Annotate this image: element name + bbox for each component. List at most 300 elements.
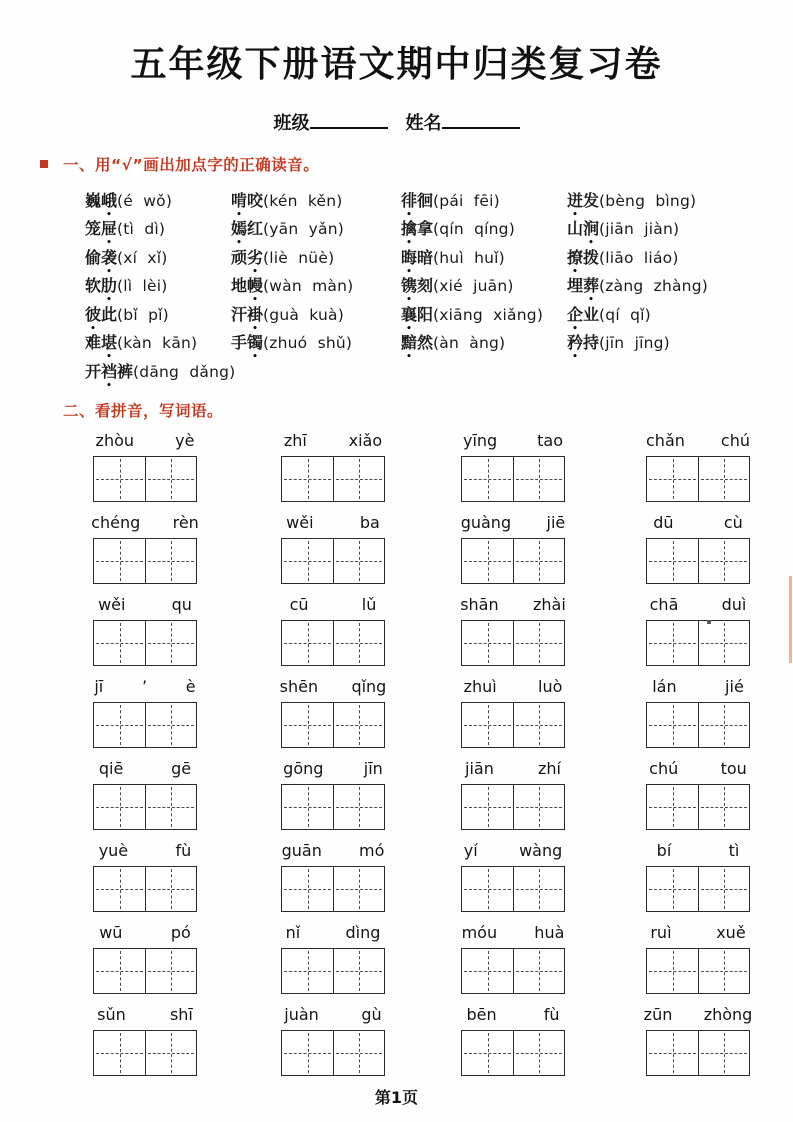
pinyin-syllable: juàn bbox=[284, 1004, 319, 1024]
writing-grid-cell bbox=[462, 703, 513, 747]
writing-grid-cell bbox=[647, 785, 698, 829]
writing-grid bbox=[93, 866, 197, 912]
word-with-pinyin-options bbox=[401, 273, 567, 306]
emphasis-dot-icon: • bbox=[572, 209, 578, 220]
writing-grid-cell bbox=[698, 867, 749, 911]
writing-grid-cell bbox=[647, 867, 698, 911]
student-info-line bbox=[0, 109, 793, 135]
pinyin-row bbox=[93, 921, 793, 994]
pinyin-write-cell bbox=[93, 675, 281, 748]
writing-grid-cell bbox=[647, 949, 698, 993]
writing-grid-cell bbox=[647, 621, 698, 665]
pinyin-syllable: zūn bbox=[643, 1004, 673, 1024]
hanzi-char: 业 bbox=[583, 304, 600, 324]
pinyin-write-cell bbox=[93, 429, 281, 502]
pinyin-label bbox=[443, 759, 583, 778]
word-with-pinyin-options bbox=[85, 245, 231, 277]
pinyin-write-cell bbox=[461, 839, 646, 912]
pinyin-syllable: wěi bbox=[98, 594, 126, 614]
pinyin-syllable: guàng bbox=[460, 512, 512, 532]
word-row bbox=[85, 328, 793, 363]
emphasis-dot-icon: • bbox=[106, 238, 112, 249]
writing-grid-cell bbox=[698, 539, 749, 583]
writing-grid-cell bbox=[647, 457, 698, 501]
pinyin-write-cell bbox=[646, 675, 756, 748]
writing-grid bbox=[461, 1030, 565, 1076]
writing-grid-cell bbox=[513, 703, 564, 747]
word-with-pinyin-options bbox=[401, 216, 567, 249]
word-row bbox=[85, 242, 793, 277]
scan-speck bbox=[707, 620, 711, 624]
word-with-pinyin-options bbox=[85, 188, 231, 220]
pinyin-syllable: chǎn bbox=[646, 430, 685, 450]
writing-grid bbox=[646, 948, 750, 994]
pinyin-options: (bǐ pǐ) bbox=[117, 305, 169, 324]
writing-grid-cell bbox=[94, 785, 145, 829]
hanzi-char: 裤 bbox=[117, 361, 134, 381]
emphasis-dot-icon: • bbox=[252, 352, 258, 363]
pinyin-row bbox=[93, 675, 793, 748]
writing-grid-cell bbox=[513, 867, 564, 911]
writing-grid bbox=[281, 784, 385, 830]
pinyin-write-cell bbox=[281, 757, 461, 830]
hanzi-char: 手 bbox=[231, 333, 248, 353]
hanzi-char: 屉 • bbox=[101, 219, 118, 249]
writing-grid-cell bbox=[647, 1031, 698, 1075]
writing-grid-cell bbox=[698, 457, 749, 501]
pinyin-write-cell bbox=[646, 593, 756, 666]
pinyin-syllable: wàng bbox=[519, 840, 563, 860]
hanzi-char: 堪 • bbox=[101, 333, 118, 363]
pinyin-syllable: luò bbox=[538, 676, 563, 696]
emphasis-dot-icon: • bbox=[106, 266, 112, 277]
pinyin-row bbox=[93, 1003, 793, 1076]
hanzi-char: 巍 bbox=[85, 190, 102, 210]
pinyin-syllable: yí bbox=[463, 840, 478, 860]
word-with-pinyin-options bbox=[401, 245, 567, 277]
writing-grid-cell bbox=[698, 949, 749, 993]
writing-grid bbox=[93, 456, 197, 502]
hanzi-char: 偷 bbox=[85, 247, 102, 267]
hanzi-char: 劣 • bbox=[247, 247, 264, 277]
writing-grid-cell bbox=[333, 867, 384, 911]
writing-grid-cell bbox=[462, 539, 513, 583]
pinyin-syllable: qǐng bbox=[351, 676, 387, 696]
hanzi-char: 红 bbox=[247, 219, 264, 239]
hanzi-char: 啃 • bbox=[231, 190, 248, 220]
pinyin-options: (liè nüè) bbox=[263, 248, 335, 267]
pinyin-options: (qí qǐ) bbox=[599, 305, 651, 324]
writing-grid-cell bbox=[333, 1031, 384, 1075]
pinyin-label bbox=[75, 431, 215, 450]
pinyin-write-cell bbox=[646, 429, 756, 502]
scan-artifact-line bbox=[789, 576, 792, 663]
pinyin-label bbox=[263, 513, 403, 532]
pinyin-options: (é wǒ) bbox=[117, 191, 173, 210]
pinyin-syllable: è bbox=[185, 676, 196, 696]
pinyin-syllable: shī bbox=[169, 1004, 193, 1024]
pinyin-label bbox=[443, 923, 583, 942]
emphasis-dot-icon: • bbox=[252, 295, 258, 306]
pinyin-write-cell bbox=[461, 593, 646, 666]
writing-grid-cell bbox=[462, 867, 513, 911]
pinyin-syllable: zhòu bbox=[95, 430, 135, 450]
pinyin-label bbox=[75, 677, 215, 696]
pinyin-syllable: duì bbox=[721, 594, 747, 614]
pinyin-write-cell bbox=[646, 839, 756, 912]
pinyin-write-cell bbox=[93, 1003, 281, 1076]
pinyin-label bbox=[75, 513, 215, 532]
pinyin-syllable: zhài bbox=[533, 594, 566, 614]
pinyin-write-cell bbox=[281, 921, 461, 994]
writing-grid bbox=[93, 620, 197, 666]
pinyin-label bbox=[263, 1005, 403, 1024]
pinyin-options: (yān yǎn) bbox=[263, 220, 344, 239]
name-label: 姓名 bbox=[405, 113, 442, 134]
pinyin-syllable: fù bbox=[175, 840, 192, 860]
hanzi-char: 襄 • bbox=[401, 304, 418, 334]
emphasis-dot-icon: • bbox=[572, 352, 578, 363]
writing-grid-cell bbox=[145, 867, 196, 911]
pinyin-syllable: chā bbox=[649, 594, 679, 614]
pinyin-options: (lì lèi) bbox=[117, 277, 168, 296]
writing-grid-cell bbox=[145, 949, 196, 993]
hanzi-char: 矜 • bbox=[567, 333, 584, 363]
word-with-pinyin-options bbox=[231, 188, 401, 220]
pinyin-syllable: ba bbox=[359, 512, 380, 532]
writing-grid bbox=[461, 538, 565, 584]
emphasis-dot-icon: • bbox=[572, 266, 578, 277]
emphasis-dot-icon: • bbox=[252, 266, 258, 277]
hanzi-char: 迸 • bbox=[567, 190, 584, 220]
hanzi-char: 难 bbox=[85, 333, 102, 353]
pinyin-label bbox=[628, 677, 768, 696]
pinyin-syllable: yīng bbox=[462, 430, 498, 450]
hanzi-char: 软 bbox=[85, 276, 102, 296]
pinyin-options: (dāng dǎng) bbox=[133, 362, 236, 381]
red-square-bullet-icon bbox=[40, 160, 48, 168]
hanzi-char: 发 bbox=[583, 190, 600, 210]
hanzi-char: 幔 • bbox=[247, 276, 264, 306]
hanzi-char: 然 bbox=[417, 333, 434, 353]
pinyin-label bbox=[75, 923, 215, 942]
pinyin-label bbox=[443, 677, 583, 696]
pinyin-syllable: qu bbox=[171, 594, 192, 614]
pinyin-syllable: fù bbox=[543, 1004, 560, 1024]
pinyin-label bbox=[75, 841, 215, 860]
writing-grid-cell bbox=[145, 703, 196, 747]
writing-grid bbox=[461, 702, 565, 748]
writing-grid bbox=[646, 784, 750, 830]
writing-grid-cell bbox=[282, 539, 333, 583]
pinyin-syllable: bēn bbox=[466, 1004, 497, 1024]
pinyin-syllable: qiē bbox=[98, 758, 124, 778]
writing-grid-cell bbox=[333, 539, 384, 583]
word-with-pinyin-options bbox=[231, 330, 401, 363]
pronunciation-exercise bbox=[85, 185, 793, 391]
writing-grid bbox=[461, 784, 565, 830]
writing-grid-cell bbox=[333, 621, 384, 665]
pinyin-label bbox=[263, 431, 403, 450]
pinyin-syllable: zhuì bbox=[463, 676, 497, 696]
class-label: 班级 bbox=[273, 113, 310, 134]
writing-grid-cell bbox=[282, 785, 333, 829]
writing-grid bbox=[461, 948, 565, 994]
word-row bbox=[85, 185, 793, 220]
section2-heading bbox=[63, 399, 793, 421]
pinyin-label bbox=[75, 1005, 215, 1024]
pinyin-write-cell bbox=[93, 839, 281, 912]
hanzi-char: 晦 • bbox=[401, 247, 418, 277]
hanzi-char: 顽 bbox=[231, 247, 248, 267]
emphasis-dot-icon: • bbox=[406, 352, 412, 363]
page-title: 五年级下册语文期中归类复习卷 bbox=[130, 44, 663, 85]
writing-grid-cell bbox=[647, 703, 698, 747]
pinyin-label bbox=[443, 1005, 583, 1024]
pinyin-write-cell bbox=[461, 1003, 646, 1076]
hanzi-char: 嫣 • bbox=[231, 219, 248, 249]
emphasis-dot-icon: • bbox=[236, 238, 242, 249]
writing-grid-cell bbox=[94, 1031, 145, 1075]
pinyin-label bbox=[628, 1005, 768, 1024]
pinyin-label bbox=[263, 677, 403, 696]
pinyin-write-cell bbox=[281, 675, 461, 748]
pinyin-options: (zàng zhàng) bbox=[599, 277, 708, 296]
pinyin-syllable: zhī bbox=[283, 430, 307, 450]
word-with-pinyin-options bbox=[85, 330, 231, 363]
emphasis-dot-icon: • bbox=[588, 295, 594, 306]
pinyin-label bbox=[263, 759, 403, 778]
pinyin-write-cell bbox=[646, 511, 756, 584]
writing-grid-cell bbox=[333, 949, 384, 993]
pinyin-syllable: bí bbox=[656, 840, 672, 860]
hanzi-char: 企 • bbox=[567, 304, 584, 334]
pinyin-write-cell bbox=[281, 429, 461, 502]
emphasis-dot-icon: • bbox=[406, 295, 412, 306]
pinyin-syllable: nǐ bbox=[285, 922, 301, 942]
hanzi-char: 咬 bbox=[247, 190, 264, 210]
emphasis-dot-icon: • bbox=[106, 295, 112, 306]
pinyin-syllable: pó bbox=[170, 922, 191, 942]
word-with-pinyin-options bbox=[231, 273, 401, 306]
writing-grid-cell bbox=[145, 621, 196, 665]
writing-grid-cell bbox=[647, 539, 698, 583]
writing-grid-cell bbox=[94, 703, 145, 747]
pinyin-options: (àn àng) bbox=[433, 334, 506, 353]
pinyin-options: (qín qíng) bbox=[433, 220, 515, 239]
pinyin-label bbox=[628, 841, 768, 860]
writing-grid bbox=[93, 784, 197, 830]
word-row bbox=[85, 356, 793, 391]
pinyin-syllable: yuè bbox=[98, 840, 129, 860]
pinyin-syllable: wū bbox=[99, 922, 123, 942]
writing-grid bbox=[93, 702, 197, 748]
writing-grid-cell bbox=[333, 457, 384, 501]
pinyin-syllable: jié bbox=[725, 676, 744, 696]
writing-grid bbox=[646, 1030, 750, 1076]
hanzi-char: 黯 • bbox=[401, 333, 418, 363]
hanzi-char: 地 bbox=[231, 276, 248, 296]
section1-heading-text: 一、用“√”画出加点字的正确读音。 bbox=[63, 156, 320, 174]
pinyin-options: (liāo liáo) bbox=[599, 248, 679, 267]
pinyin-label bbox=[628, 595, 768, 614]
emphasis-dot-icon: • bbox=[106, 209, 112, 220]
hanzi-char: 镯 • bbox=[247, 333, 264, 363]
hanzi-char: 暗 bbox=[417, 247, 434, 267]
pinyin-options: (guà kuà) bbox=[263, 305, 344, 324]
word-with-pinyin-options bbox=[85, 302, 231, 334]
hanzi-char: 肋 • bbox=[101, 276, 118, 306]
writing-grid bbox=[281, 538, 385, 584]
writing-grid-cell bbox=[462, 785, 513, 829]
pinyin-syllable: jīn bbox=[363, 758, 383, 778]
hanzi-char: 拿 bbox=[417, 219, 434, 239]
pinyin-syllable: wěi bbox=[286, 512, 314, 532]
emphasis-dot-icon: • bbox=[406, 323, 412, 334]
emphasis-dot-icon: • bbox=[572, 323, 578, 334]
pinyin-syllable: cù bbox=[723, 512, 743, 532]
writing-grid bbox=[461, 866, 565, 912]
writing-grid-cell bbox=[282, 949, 333, 993]
writing-grid-cell bbox=[282, 703, 333, 747]
emphasis-dot-icon: • bbox=[406, 266, 412, 277]
hanzi-char: 镌 • bbox=[401, 276, 418, 306]
writing-grid bbox=[281, 866, 385, 912]
hanzi-char: 葬 • bbox=[583, 276, 600, 306]
pinyin-syllable: shān bbox=[460, 594, 499, 614]
pinyin-label bbox=[443, 431, 583, 450]
pinyin-write-cell bbox=[93, 511, 281, 584]
word-with-pinyin-options bbox=[567, 188, 793, 220]
writing-grid-cell bbox=[145, 1031, 196, 1075]
pinyin-syllable: tou bbox=[720, 758, 747, 778]
class-blank-line bbox=[310, 111, 388, 129]
pinyin-syllable: lán bbox=[652, 676, 677, 696]
writing-grid bbox=[646, 866, 750, 912]
pinyin-write-cell bbox=[281, 839, 461, 912]
pinyin-label bbox=[75, 595, 215, 614]
writing-grid-cell bbox=[145, 457, 196, 501]
word-with-pinyin-options bbox=[231, 216, 401, 249]
writing-grid-cell bbox=[513, 785, 564, 829]
writing-grid-cell bbox=[333, 703, 384, 747]
pinyin-syllable: sǔn bbox=[97, 1004, 126, 1024]
pinyin-syllable: jiān bbox=[465, 758, 494, 778]
pinyin-syllable: xuě bbox=[716, 922, 746, 942]
pinyin-row bbox=[93, 429, 793, 502]
emphasis-dot-icon: • bbox=[90, 323, 96, 334]
emphasis-dot-icon: • bbox=[406, 209, 412, 220]
pinyin-syllable: xiǎo bbox=[348, 430, 383, 450]
word-row bbox=[85, 271, 793, 306]
writing-grid-cell bbox=[94, 457, 145, 501]
writing-grid-cell bbox=[462, 949, 513, 993]
pinyin-options: (wàn màn) bbox=[263, 277, 354, 296]
hanzi-char: 汗 bbox=[231, 304, 248, 324]
hanzi-char: 峨 • bbox=[101, 190, 118, 220]
pinyin-syllable: chú bbox=[720, 430, 750, 450]
pinyin-write-cell bbox=[281, 593, 461, 666]
pinyin-syllable: gē bbox=[171, 758, 192, 778]
section2-heading-text: 二、看拼音，写词语。 bbox=[63, 401, 224, 420]
pinyin-row bbox=[93, 757, 793, 830]
pinyin-syllable: cū bbox=[289, 594, 309, 614]
pinyin-syllable: mó bbox=[359, 840, 385, 860]
pinyin-write-cell bbox=[461, 511, 646, 584]
pinyin-write-cell bbox=[461, 675, 646, 748]
writing-grid-cell bbox=[513, 949, 564, 993]
word-with-pinyin-options bbox=[567, 302, 793, 334]
pinyin-syllable: jī bbox=[94, 676, 104, 696]
writing-grid-cell bbox=[698, 703, 749, 747]
writing-grid bbox=[93, 948, 197, 994]
pinyin-syllable: huà bbox=[534, 922, 565, 942]
writing-grid-cell bbox=[698, 1031, 749, 1075]
word-with-pinyin-options bbox=[567, 330, 793, 363]
pinyin-label bbox=[263, 841, 403, 860]
writing-grid-cell bbox=[333, 785, 384, 829]
pinyin-label bbox=[628, 513, 768, 532]
page-number: 第1页 bbox=[374, 1088, 419, 1107]
hanzi-char: 持 bbox=[583, 333, 600, 353]
hanzi-char: 刻 bbox=[417, 276, 434, 296]
writing-grid-cell bbox=[282, 867, 333, 911]
hanzi-char: 徘 • bbox=[401, 190, 418, 220]
word-with-pinyin-options bbox=[85, 359, 236, 391]
writing-grid-cell bbox=[94, 949, 145, 993]
writing-grid bbox=[281, 620, 385, 666]
word-with-pinyin-options bbox=[231, 245, 401, 277]
pinyin-syllable: lǔ bbox=[361, 594, 377, 614]
hanzi-char: 开 bbox=[85, 361, 102, 381]
writing-grid-cell bbox=[282, 457, 333, 501]
pinyin-options: (pái fēi) bbox=[433, 191, 500, 210]
writing-grid bbox=[281, 948, 385, 994]
pinyin-options: (xiāng xiǎng) bbox=[433, 305, 544, 324]
word-with-pinyin-options bbox=[85, 216, 231, 249]
word-row bbox=[85, 299, 793, 334]
pinyin-options: (xí xǐ) bbox=[117, 248, 168, 267]
writing-grid-cell bbox=[94, 621, 145, 665]
pinyin-label bbox=[263, 923, 403, 942]
hanzi-char: 拨 bbox=[583, 247, 600, 267]
pinyin-syllable: gù bbox=[361, 1004, 382, 1024]
pinyin-syllable: ruì bbox=[650, 922, 672, 942]
word-with-pinyin-options bbox=[567, 216, 793, 249]
hanzi-char: 裆 • bbox=[101, 361, 118, 391]
pinyin-write-cell bbox=[93, 593, 281, 666]
pinyin-options: (jīn jīng) bbox=[599, 334, 670, 353]
pinyin-label bbox=[443, 595, 583, 614]
hanzi-char: 袭 • bbox=[101, 247, 118, 277]
pinyin-write-cell bbox=[281, 1003, 461, 1076]
pinyin-write-cell bbox=[461, 429, 646, 502]
pinyin-syllable: zhòng bbox=[703, 1004, 753, 1024]
hanzi-char: 笼 bbox=[85, 219, 102, 239]
hanzi-char: 擒 • bbox=[401, 219, 418, 249]
writing-grid bbox=[646, 702, 750, 748]
pinyin-syllable: shēn bbox=[279, 676, 319, 696]
writing-grid bbox=[646, 456, 750, 502]
pinyin-label bbox=[628, 923, 768, 942]
pinyin-options: (kén kěn) bbox=[263, 191, 343, 210]
pinyin-write-cell bbox=[643, 1003, 756, 1076]
emphasis-dot-icon: • bbox=[588, 238, 594, 249]
writing-grid-cell bbox=[282, 1031, 333, 1075]
pinyin-write-cell bbox=[281, 511, 461, 584]
pinyin-syllable: tì bbox=[728, 840, 740, 860]
emphasis-dot-icon: • bbox=[106, 380, 112, 391]
